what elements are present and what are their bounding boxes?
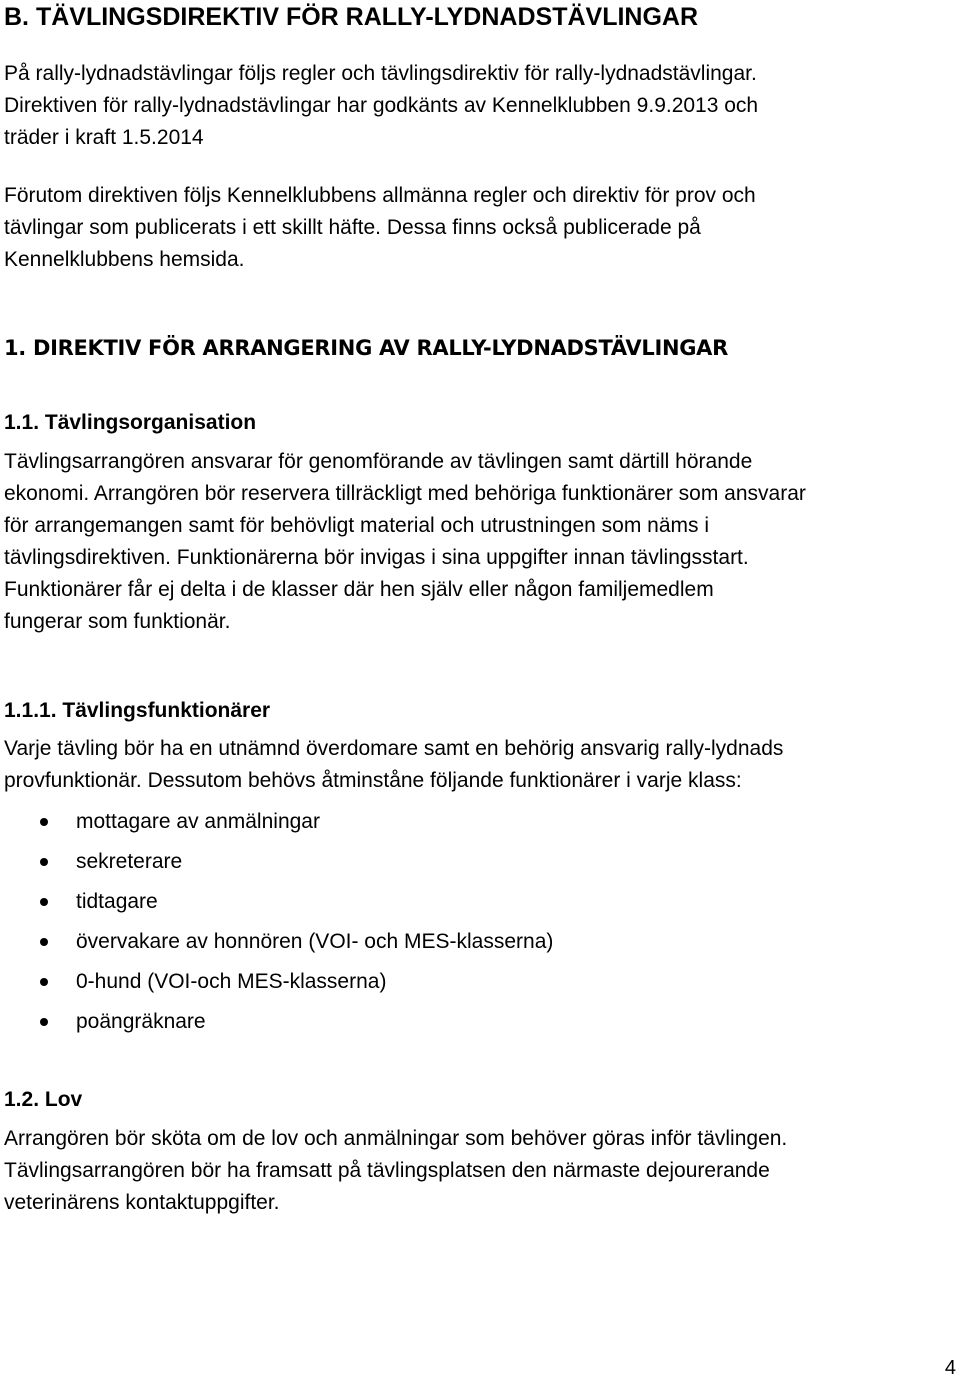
general-line: Förutom direktiven följs Kennelklubbens allmänna regler och direktiv för prov och bbox=[4, 184, 756, 207]
intro-line: träder i kraft 1.5.2014 bbox=[4, 126, 204, 149]
section-1-1-line: fungerar som funktionär. bbox=[4, 610, 231, 633]
intro-line: På rally-lydnadstävlingar följs regler och tävlingsdirektiv för rally-lydnadstävlingar. bbox=[4, 62, 757, 85]
list-item: 0-hund (VOI-och MES-klasserna) bbox=[76, 970, 387, 993]
general-line: tävlingar som publicerats i ett skillt häfte. Dessa finns också publicerade på bbox=[4, 216, 701, 239]
bullet-icon bbox=[40, 898, 48, 906]
section-1-1-line: ekonomi. Arrangören bör reservera tillräckligt med behöriga funktionärer som ansvarar bbox=[4, 482, 806, 505]
document-heading: B. TÄVLINGSDIREKTIV FÖR RALLY-LYDNADSTÄVLINGAR bbox=[4, 3, 699, 31]
list-item: tidtagare bbox=[76, 890, 158, 913]
bullet-icon bbox=[40, 1018, 48, 1026]
section-1-1-1-line: Varje tävling bör ha en utnämnd överdomare samt en behörig ansvarig rally-lydnads bbox=[4, 737, 784, 760]
page-number: 4 bbox=[944, 1357, 956, 1379]
section-1-2-line: veterinärens kontaktuppgifter. bbox=[4, 1191, 280, 1214]
section-1-2-line: Tävlingsarrangören bör ha framsatt på tävlingsplatsen den närmaste dejourerande bbox=[4, 1159, 770, 1182]
intro-line: Direktiven för rally-lydnadstävlingar har godkänts av Kennelklubben 9.9.2013 och bbox=[4, 94, 759, 117]
list-item: mottagare av anmälningar bbox=[76, 810, 320, 833]
list-item: övervakare av honnören (VOI- och MES-klasserna) bbox=[76, 930, 554, 953]
section-1-1-line: Tävlingsarrangören ansvarar för genomförande av tävlingen samt därtill hörande bbox=[4, 450, 753, 473]
list-item: poängräknare bbox=[76, 1010, 206, 1033]
section-1-2-line: Arrangören bör sköta om de lov och anmälningar som behöver göras inför tävlingen. bbox=[4, 1127, 788, 1150]
section-1-1-line: Funktionärer får ej delta i de klasser där hen själv eller någon familjemedlem bbox=[4, 578, 714, 601]
section-1-title: 1. DIREKTIV FÖR ARRANGERING AV RALLY-LYDNADSTÄVLINGAR bbox=[4, 336, 729, 360]
general-line: Kennelklubbens hemsida. bbox=[4, 248, 245, 271]
bullet-icon bbox=[40, 818, 48, 826]
bullet-icon bbox=[40, 858, 48, 866]
bullet-icon bbox=[40, 978, 48, 986]
section-1-1-title: 1.1. Tävlingsorganisation bbox=[4, 411, 257, 434]
bullet-icon bbox=[40, 938, 48, 946]
section-1-1-1-line: provfunktionär. Dessutom behövs åtminståne följande funktionärer i varje klass: bbox=[4, 769, 742, 792]
section-1-2-title: 1.2. Lov bbox=[4, 1088, 83, 1111]
section-1-1-line: för arrangemangen samt för behövligt material och utrustningen som näms i bbox=[4, 514, 710, 537]
section-1-1-line: tävlingsdirektiven. Funktionärerna bör invigas i sina uppgifter innan tävlingsstart. bbox=[4, 546, 749, 569]
list-item: sekreterare bbox=[76, 850, 183, 873]
section-1-1-1-title: 1.1.1. Tävlingsfunktionärer bbox=[4, 699, 271, 722]
